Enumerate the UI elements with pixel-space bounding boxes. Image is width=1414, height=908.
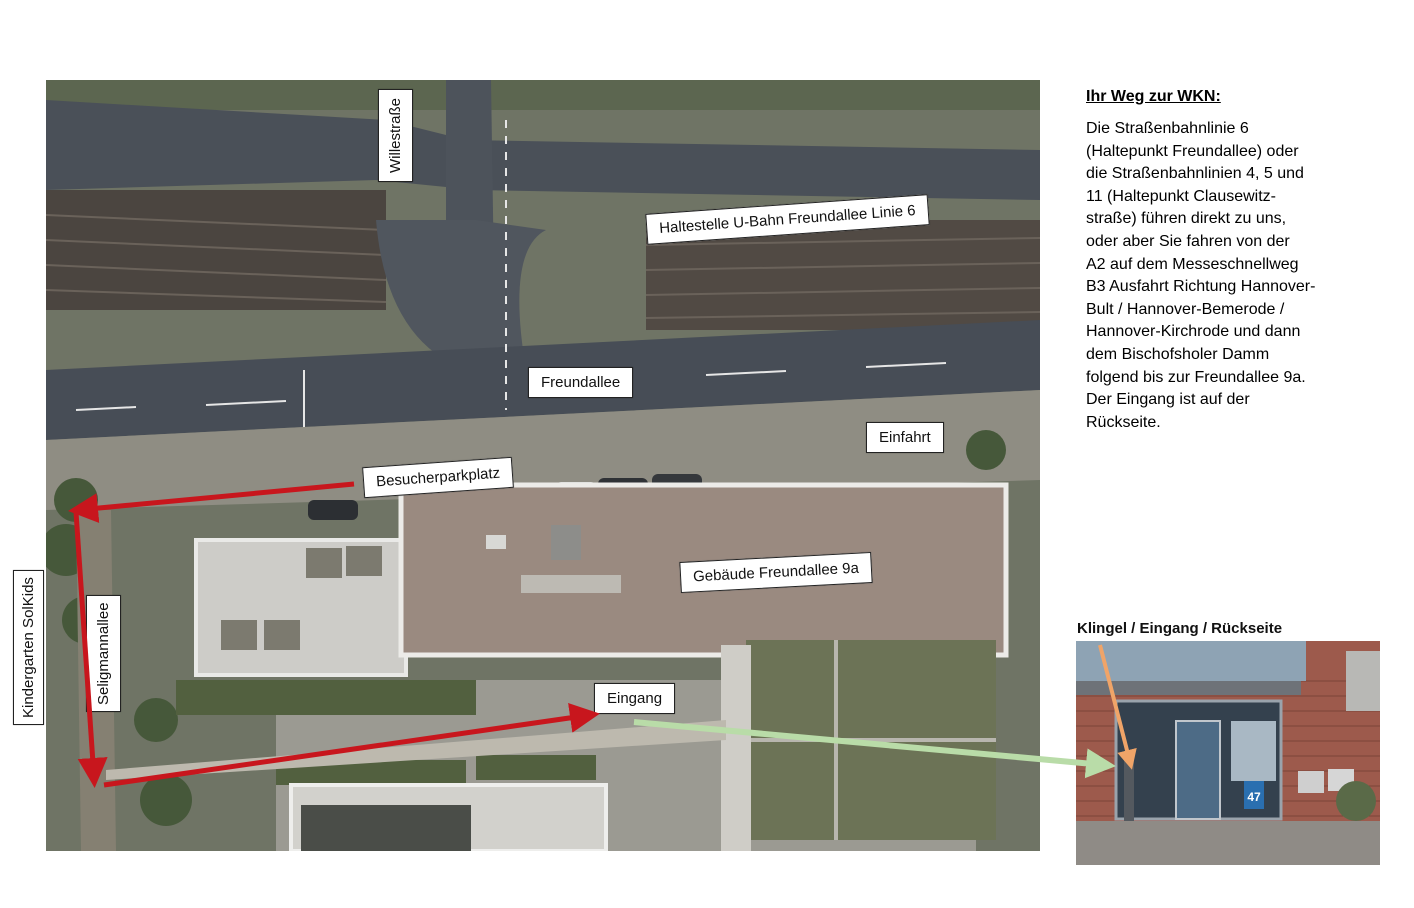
label-eingang-text: Eingang [607,690,663,707]
entrance-photo-drawing [1076,641,1380,865]
entrance-door [1176,721,1220,819]
door-sign-number: 47 [1247,790,1261,804]
label-seligmannallee [86,595,121,712]
directions-line: folgend bis zur Freundallee 9a. [1086,368,1306,386]
label-willestrasse-text: Willestraße [387,97,404,173]
label-freundallee-text: Freundallee [541,374,621,391]
label-gebaeude-text: Gebäude Freundallee 9a [692,559,860,586]
directions-line: Die Straßenbahnlinie 6 [1086,120,1249,137]
directions-title: Ihr Weg zur WKN: [1086,88,1221,105]
label-eingang [594,683,675,714]
label-haltestelle-text: Haltestelle U-Bahn Freundallee Linie 6 [658,202,917,237]
map-grass-top [46,80,1040,110]
label-kindergarten [13,570,44,725]
label-willestrasse [378,89,413,182]
upper-windows [1076,641,1306,681]
directions-line: dem Bischofsholer Damm [1086,345,1270,363]
glass-panel [1231,721,1276,781]
directions-line: straße) führen direkt zu uns, [1086,210,1287,228]
directions-line: A2 auf dem Messeschnellweg [1086,255,1299,273]
label-einfahrt-text: Einfahrt [879,429,931,446]
mailbox [1298,771,1324,793]
directions-line: B3 Ausfahrt Richtung Hannover- [1086,278,1316,296]
pavement [1076,821,1380,865]
aerial-map [46,80,1040,851]
directions-line: Rückseite. [1086,413,1161,431]
directions-line: 11 (Haltepunkt Clausewitz- [1086,187,1277,205]
directions-line: oder aber Sie fahren von der [1086,232,1290,250]
label-freundallee [528,367,633,398]
photo-caption: Klingel / Eingang / Rückseite [1077,620,1283,637]
label-seligmannallee-text: Seligmannallee [95,602,112,705]
directions-line: Bult / Hannover-Bemerode / [1086,300,1285,318]
aerial-map-drawing [46,80,1040,851]
entrance-photo [1076,641,1380,865]
vent-panel [1346,651,1380,711]
directions-line: die Straßenbahnlinien 4, 5 und [1086,165,1304,183]
canopy [1076,681,1301,695]
label-kindergarten-text: Kindergarten SolKids [20,577,37,718]
directions-line: Der Eingang ist auf der [1086,391,1250,409]
label-einfahrt [866,422,944,453]
label-besucherparkplatz-text: Besucherparkplatz [375,464,501,491]
directions-line: (Haltepunkt Freundallee) oder [1086,142,1299,160]
directions-panel [1086,88,1386,434]
map-walkway [721,645,751,851]
shrub [1336,781,1376,821]
directions-line: Hannover-Kirchrode und dann [1086,323,1301,341]
